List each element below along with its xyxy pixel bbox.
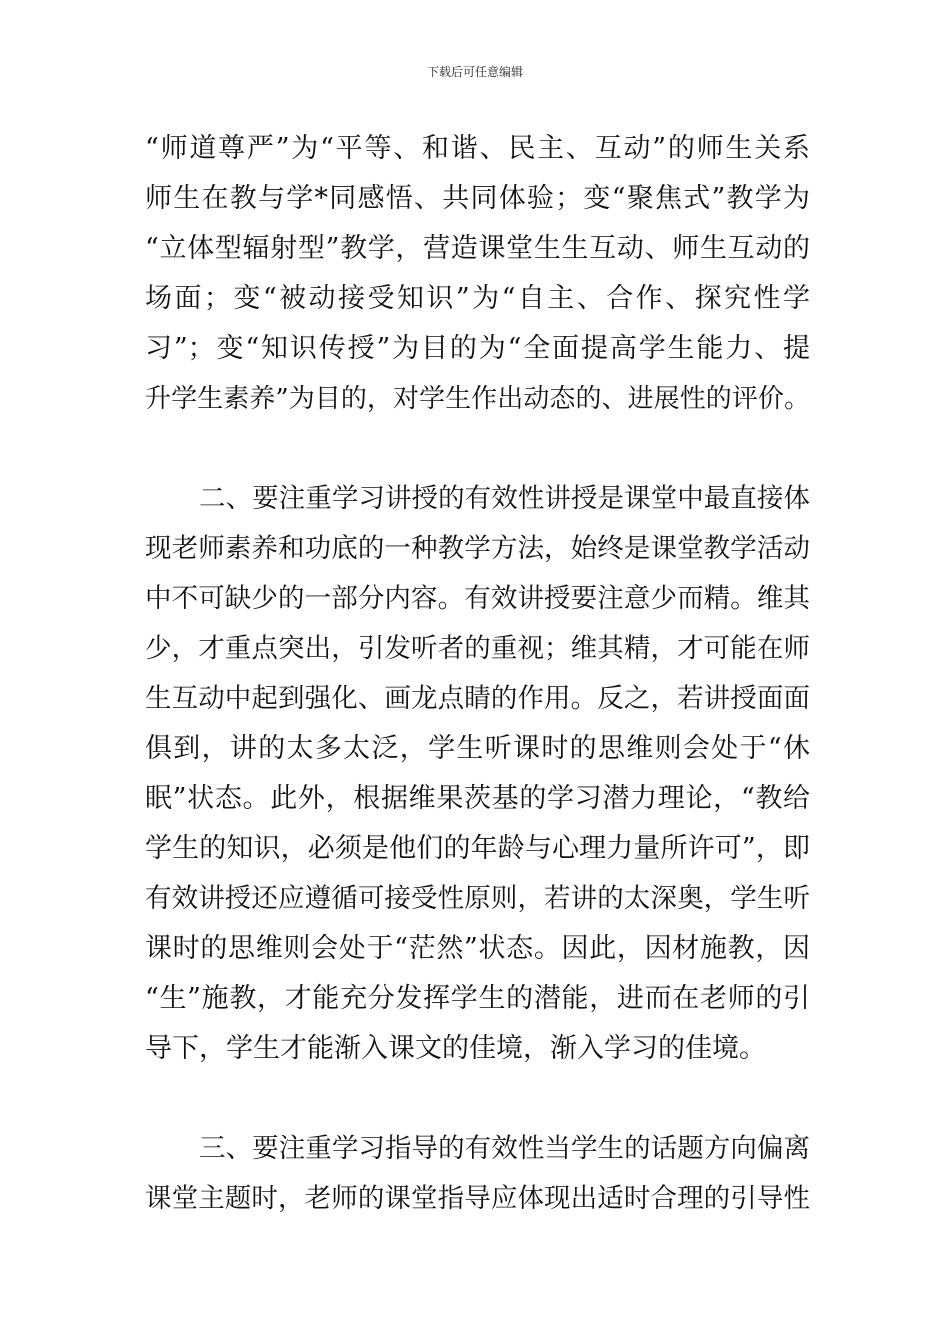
text-line: 课时的思维则会处于“茫然”状态。因此，因材施教，因 <box>145 933 810 964</box>
page-header: 下载后可任意编辑 <box>426 65 523 79</box>
text-line: “生”施教，才能充分发挥学生的潜能，进而在老师的引 <box>145 983 810 1014</box>
text-line: “师道尊严”为“平等、和谐、民主、互动”的师生关系 <box>145 133 810 164</box>
text-line: 升学生素养”为目的，对学生作出动态的、进展性的评价。 <box>145 384 810 414</box>
text-line: 导下，学生才能渐入课文的佳境，渐入学习的佳境。 <box>145 1033 766 1064</box>
text-line: 现老师素养和功底的一种教学方法，始终是课堂教学活动 <box>145 533 810 564</box>
text-line: 二、要注重学习讲授的有效性讲授是课堂中最直接体 <box>199 483 810 514</box>
text-line: 少，才重点突出，引发听者的重视；维其精，才可能在师 <box>145 633 810 664</box>
text-line: 课堂主题时，老师的课堂指导应体现出适时合理的引导性 <box>145 1183 810 1214</box>
text-line: 生互动中起到强化、画龙点睛的作用。反之，若讲授面面 <box>145 683 810 714</box>
text-line: 有效讲授还应遵循可接受性原则，若讲的太深奥，学生听 <box>145 883 810 914</box>
text-line: 场面；变“被动接受知识”为“自主、合作、探究性学 <box>145 283 810 314</box>
text-line: 习”；变“知识传授”为目的为“全面提高学生能力、提 <box>145 333 810 364</box>
text-line: 学生的知识，必须是他们的年龄与心理力量所许可”，即 <box>145 833 810 864</box>
text-line: 中不可缺少的一部分内容。有效讲授要注意少而精。维其 <box>145 583 810 614</box>
text-line: 眠”状态。此外，根据维果茨基的学习潜力理论，“教给 <box>145 783 810 814</box>
text-line: “立体型辐射型”教学，营造课堂生生互动、师生互动的 <box>145 233 810 264</box>
text-line: 三、要注重学习指导的有效性当学生的话题方向偏离 <box>199 1133 810 1164</box>
text-line: 师生在教与学*同感悟、共同体验；变“聚焦式”教学为 <box>145 183 810 214</box>
text-line: 俱到，讲的太多太泛，学生听课时的思维则会处于“休 <box>145 733 810 764</box>
